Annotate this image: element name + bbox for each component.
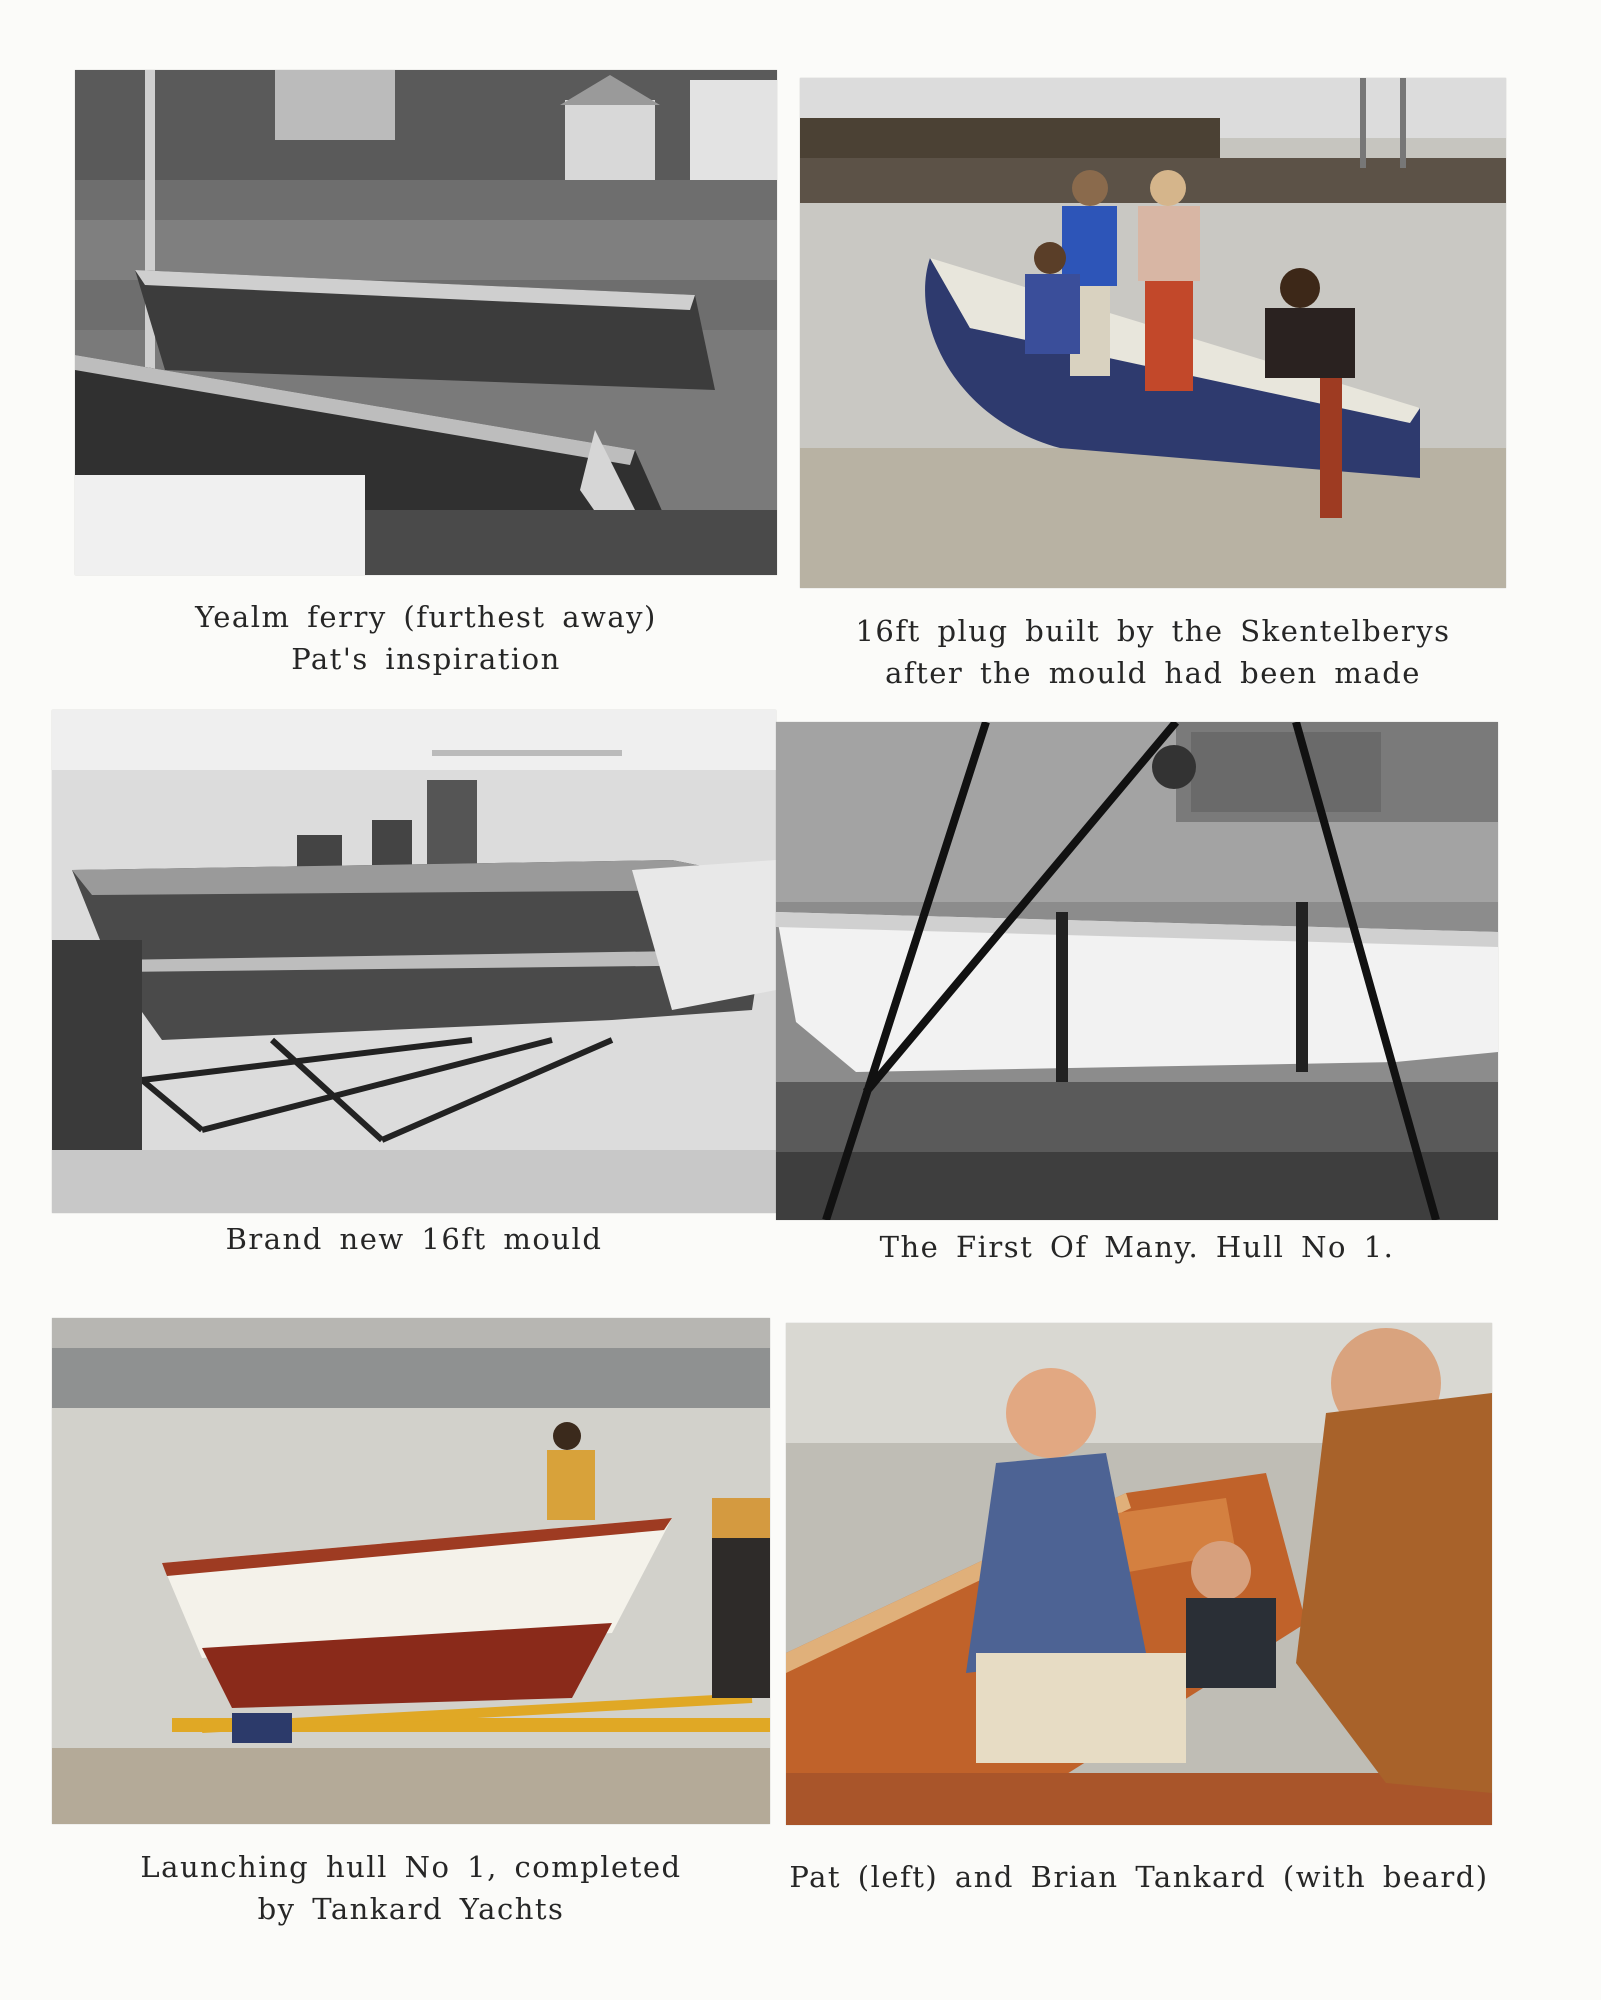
caption-line: after the mould had been made	[885, 656, 1421, 690]
photo-mould	[52, 710, 776, 1213]
caption-line: Pat's inspiration	[291, 642, 561, 676]
caption-line: by Tankard Yachts	[257, 1892, 565, 1926]
photo-first-hull	[776, 722, 1498, 1220]
photo-pat-brian	[786, 1323, 1492, 1825]
photo-yealm-ferry	[75, 70, 777, 575]
caption-line: Brand new 16ft mould	[225, 1222, 603, 1256]
caption-launching	[52, 1846, 770, 1930]
caption-yealm-ferry	[75, 596, 777, 680]
caption-line: The First Of Many. Hull No 1.	[879, 1230, 1395, 1264]
caption-line: Pat (left) and Brian Tankard (with beard)	[789, 1860, 1489, 1894]
caption-line: 16ft plug built by the Skentelberys	[855, 614, 1451, 648]
caption-mould	[52, 1218, 776, 1260]
caption-line: Launching hull No 1, completed	[140, 1850, 682, 1884]
caption-pat-brian	[786, 1856, 1492, 1898]
caption-plug	[800, 610, 1506, 694]
photo-launching	[52, 1318, 770, 1824]
caption-line: Yealm ferry (furthest away)	[195, 600, 657, 634]
photo-plug	[800, 78, 1506, 588]
caption-first-hull	[776, 1226, 1498, 1268]
